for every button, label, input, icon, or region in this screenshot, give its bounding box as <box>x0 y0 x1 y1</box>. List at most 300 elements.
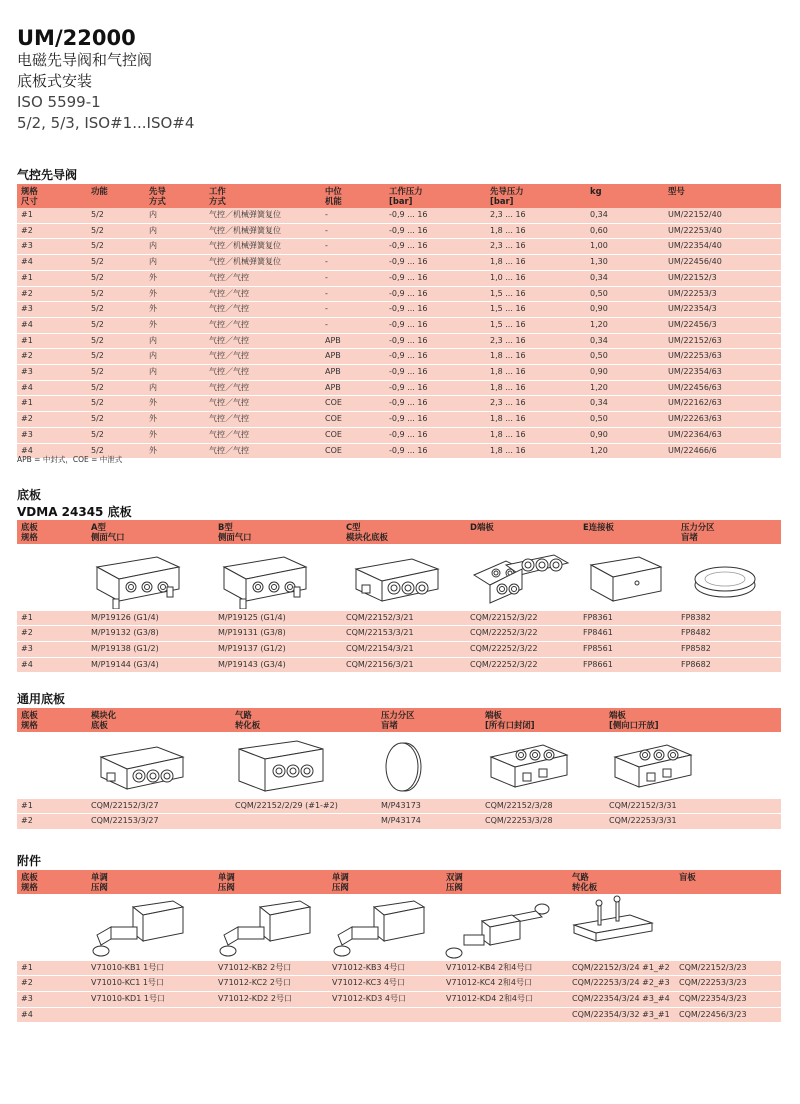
table-cell: M/P19132 (G3/8) <box>87 626 214 642</box>
table-cell: 1,8 ... 16 <box>486 443 586 459</box>
product-illustration <box>214 895 322 959</box>
table-cell: 0,34 <box>586 333 664 349</box>
table-cell: V71012-KB4 2和4号口 <box>442 960 568 976</box>
table-cell: M/P43173 <box>377 798 481 814</box>
col-header <box>377 708 481 732</box>
col-header <box>486 184 586 208</box>
table-cell: 1,5 ... 16 <box>486 302 586 318</box>
table-cell: -0,9 ... 16 <box>385 380 486 396</box>
table-cell: 0,50 <box>586 286 664 302</box>
base-section-title: 底板 <box>17 488 42 502</box>
general-table-body <box>17 732 781 829</box>
table-cell: 5/2 <box>87 443 145 459</box>
col-header-text: 先导压力 <box>490 186 524 196</box>
accessories-table-body <box>17 894 781 1023</box>
accessories-header-row <box>17 870 781 894</box>
table-cell: UM/22162/63 <box>664 396 781 412</box>
table-cell: CQM/22152/3/28 <box>481 798 605 814</box>
table-cell: 2,3 ... 16 <box>486 396 586 412</box>
table-cell: 2,3 ... 16 <box>486 208 586 223</box>
table-cell: 内 <box>145 223 205 239</box>
col-header-text: 底板 <box>91 720 108 730</box>
col-header <box>605 708 781 732</box>
table-cell: M/P19131 (G3/8) <box>214 626 342 642</box>
table-cell: 气控／气控 <box>205 333 321 349</box>
table-cell: #1 <box>17 960 87 976</box>
table-cell: 0,34 <box>586 270 664 286</box>
table-cell: -0,9 ... 16 <box>385 302 486 318</box>
col-header-text: 底板 <box>21 872 38 882</box>
col-header-text: 规格 <box>21 186 38 196</box>
table-cell: #2 <box>17 412 87 428</box>
table-cell: FP8582 <box>677 641 781 657</box>
col-header-text: 盲堵 <box>381 720 398 730</box>
table-cell: - <box>321 208 385 223</box>
table-cell: 外 <box>145 302 205 318</box>
col-header-text: 盲堵 <box>681 532 698 542</box>
col-header-text: 侧面气口 <box>91 532 125 542</box>
table-cell: 气控／气控 <box>205 317 321 333</box>
col-header <box>328 870 442 894</box>
table-cell: UM/22253/63 <box>664 349 781 365</box>
table-cell: FP8482 <box>677 626 781 642</box>
product-illustration <box>87 895 195 959</box>
product-illustration <box>328 895 436 959</box>
table-cell: APB <box>321 365 385 381</box>
table-cell <box>231 814 377 830</box>
table-cell: UM/22456/40 <box>664 255 781 271</box>
col-header-text: B型 <box>218 522 233 532</box>
table-row <box>17 443 781 459</box>
table-row <box>17 270 781 286</box>
table-cell: 1,30 <box>586 255 664 271</box>
col-header <box>17 870 87 894</box>
modular-base-illustration <box>87 732 231 798</box>
table-cell: -0,9 ... 16 <box>385 223 486 239</box>
table-cell: 外 <box>145 396 205 412</box>
col-header <box>586 184 664 208</box>
table-row <box>17 991 781 1007</box>
table-cell: CQM/22156/3/21 <box>342 657 466 673</box>
table-cell: APB <box>321 333 385 349</box>
product-illustration <box>579 545 677 609</box>
table-cell: 2,3 ... 16 <box>486 239 586 255</box>
table-cell: -0,9 ... 16 <box>385 333 486 349</box>
table-cell: 气控／气控 <box>205 443 321 459</box>
table-row <box>17 626 781 642</box>
table-cell: FP8361 <box>579 610 677 626</box>
col-header <box>17 708 87 732</box>
col-header-text: 工作压力 <box>389 186 423 196</box>
table-cell: CQM/22154/3/21 <box>342 641 466 657</box>
table-row <box>17 657 781 673</box>
size-range-line: 5/2, 5/3, ISO#1...ISO#4 <box>17 114 195 132</box>
table-cell: FP8382 <box>677 610 781 626</box>
col-header <box>231 708 377 732</box>
table-cell: 0,90 <box>586 302 664 318</box>
table-cell: FP8461 <box>579 626 677 642</box>
table-cell: COE <box>321 412 385 428</box>
table-cell: - <box>321 286 385 302</box>
table-cell: CQM/22252/3/22 <box>466 657 579 673</box>
table-cell: 5/2 <box>87 427 145 443</box>
table-row <box>17 333 781 349</box>
table-cell: UM/22354/40 <box>664 239 781 255</box>
col-header-text: A型 <box>91 522 106 532</box>
table-cell: UM/22354/63 <box>664 365 781 381</box>
pilot-valve-table <box>17 184 781 459</box>
col-header <box>481 708 605 732</box>
col-header-text: C型 <box>346 522 361 532</box>
accessories-table <box>17 870 781 1023</box>
col-header-text: 端板 <box>609 710 626 720</box>
col-header <box>579 520 677 544</box>
table-cell: #1 <box>17 396 87 412</box>
table-row <box>17 1007 781 1023</box>
product-illustration <box>214 545 322 609</box>
table-cell: CQM/22253/3/23 <box>675 976 781 992</box>
manifold-c-illustration <box>342 544 466 610</box>
col-header <box>677 520 781 544</box>
standard-line: ISO 5599-1 <box>17 93 101 111</box>
end-plate-closed-illustration <box>481 732 605 798</box>
table-cell: 5/2 <box>87 380 145 396</box>
col-header-text: 模块化底板 <box>346 532 388 542</box>
table-cell: 气控／气控 <box>205 365 321 381</box>
table-cell: CQM/22152/2/29 (#1-#2) <box>231 798 377 814</box>
table-cell: 0,60 <box>586 223 664 239</box>
table-cell: 0,34 <box>586 396 664 412</box>
table-cell: FP8682 <box>677 657 781 673</box>
table-cell: 5/2 <box>87 255 145 271</box>
table-cell: 内 <box>145 208 205 223</box>
table-cell: V71012-KB3 4号口 <box>328 960 442 976</box>
col-header-text: [bar] <box>389 196 413 206</box>
adapter-plate-illustration <box>231 732 377 798</box>
subtitle-line-1: 电磁先导阀和气控阀 <box>17 51 153 69</box>
table-cell: #4 <box>17 317 87 333</box>
table-cell: 外 <box>145 270 205 286</box>
product-illustration <box>481 733 589 797</box>
col-header-text: 工作 <box>209 186 226 196</box>
table-cell: 1,5 ... 16 <box>486 286 586 302</box>
table-cell: 气控／气控 <box>205 412 321 428</box>
table-row <box>17 976 781 992</box>
table-cell: 0,50 <box>586 349 664 365</box>
pilot-section-title: 气控先导阀 <box>17 168 78 182</box>
table-cell: 5/2 <box>87 365 145 381</box>
table-cell: 5/2 <box>87 208 145 223</box>
table-cell: CQM/22253/3/31 <box>605 814 781 830</box>
table-cell: V71010-KC1 1号口 <box>87 976 214 992</box>
table-row <box>17 412 781 428</box>
table-row <box>17 208 781 223</box>
product-illustration <box>568 895 675 959</box>
col-header <box>442 870 568 894</box>
accessories-section-title: 附件 <box>17 854 42 868</box>
table-cell: V71012-KC3 4号口 <box>328 976 442 992</box>
illustration-row <box>17 894 781 960</box>
table-cell: #1 <box>17 798 87 814</box>
table-cell: -0,9 ... 16 <box>385 412 486 428</box>
table-cell: 5/2 <box>87 223 145 239</box>
table-row <box>17 427 781 443</box>
illustration-row <box>17 732 781 798</box>
table-cell: 气控／气控 <box>205 396 321 412</box>
table-cell: 气控／气控 <box>205 349 321 365</box>
table-cell: #1 <box>17 610 87 626</box>
col-header-text: 模块化 <box>91 710 117 720</box>
table-cell: #3 <box>17 991 87 1007</box>
table-cell: 外 <box>145 412 205 428</box>
pilot-header-row <box>17 184 781 208</box>
product-illustration <box>677 545 781 609</box>
table-cell: 外 <box>145 317 205 333</box>
col-header <box>17 184 87 208</box>
table-cell: 内 <box>145 333 205 349</box>
table-cell: #3 <box>17 365 87 381</box>
col-header-text: 规格 <box>21 882 38 892</box>
col-header-text: 压阀 <box>332 882 349 892</box>
illustration-row <box>17 544 781 610</box>
table-cell: CQM/22354/3/23 <box>675 991 781 1007</box>
col-header-text: 气路 <box>572 872 589 882</box>
table-cell: M/P19137 (G1/2) <box>214 641 342 657</box>
table-cell: COE <box>321 443 385 459</box>
table-cell: M/P19138 (G1/2) <box>87 641 214 657</box>
table-cell: UM/22152/63 <box>664 333 781 349</box>
table-cell: CQM/22354/3/24 #3_#4 <box>568 991 675 1007</box>
col-header <box>675 870 781 894</box>
col-header <box>466 520 579 544</box>
table-cell: -0,9 ... 16 <box>385 270 486 286</box>
table-cell: V71012-KB2 2号口 <box>214 960 328 976</box>
table-cell: 1,0 ... 16 <box>486 270 586 286</box>
table-cell: CQM/22153/3/27 <box>87 814 231 830</box>
table-cell: M/P43174 <box>377 814 481 830</box>
table-cell: 气控／机械弹簧复位 <box>205 255 321 271</box>
table-cell: UM/22263/63 <box>664 412 781 428</box>
col-header-text: 底板 <box>21 522 38 532</box>
col-header-text: 盲板 <box>679 872 696 882</box>
table-cell: #1 <box>17 333 87 349</box>
col-header <box>321 184 385 208</box>
table-cell: #2 <box>17 976 87 992</box>
table-cell: 外 <box>145 286 205 302</box>
table-cell: - <box>321 270 385 286</box>
col-header-text: [bar] <box>490 196 514 206</box>
col-header-text: [侧向口开放] <box>609 720 659 730</box>
table-cell: #3 <box>17 239 87 255</box>
table-cell: CQM/22253/3/28 <box>481 814 605 830</box>
table-cell: - <box>321 317 385 333</box>
col-header-text: 方式 <box>209 196 226 206</box>
table-cell: 气控／气控 <box>205 270 321 286</box>
table-cell: #4 <box>17 255 87 271</box>
table-cell: #4 <box>17 380 87 396</box>
table-cell: #4 <box>17 443 87 459</box>
table-row <box>17 239 781 255</box>
table-cell: CQM/22253/3/24 #2_#3 <box>568 976 675 992</box>
table-row <box>17 365 781 381</box>
table-cell: -0,9 ... 16 <box>385 427 486 443</box>
table-cell: -0,9 ... 16 <box>385 317 486 333</box>
col-header <box>87 184 145 208</box>
table-cell: FP8561 <box>579 641 677 657</box>
col-header <box>145 184 205 208</box>
table-cell: 5/2 <box>87 286 145 302</box>
table-row <box>17 302 781 318</box>
dual-pressure-regulator-illustration <box>442 894 568 960</box>
col-header-text: 压力分区 <box>681 522 715 532</box>
connection-plate-illustration <box>579 544 677 610</box>
table-cell: 内 <box>145 365 205 381</box>
col-header-text: 侧面气口 <box>218 532 252 542</box>
table-cell: UM/22253/3 <box>664 286 781 302</box>
table-cell: APB <box>321 349 385 365</box>
table-cell: #2 <box>17 286 87 302</box>
adapter-plate-illustration <box>568 894 675 960</box>
table-cell: 外 <box>145 427 205 443</box>
table-cell: M/P19125 (G1/4) <box>214 610 342 626</box>
col-header-text: 单调 <box>332 872 349 882</box>
table-cell: 0,90 <box>586 365 664 381</box>
col-header-text: 转化板 <box>235 720 261 730</box>
table-cell: #3 <box>17 641 87 657</box>
table-cell: CQM/22456/3/23 <box>675 1007 781 1023</box>
col-header-text: 中位 <box>325 186 342 196</box>
col-header <box>205 184 321 208</box>
table-cell: 1,20 <box>586 380 664 396</box>
table-row <box>17 798 781 814</box>
product-illustration <box>605 733 713 797</box>
table-cell: 1,5 ... 16 <box>486 317 586 333</box>
table-cell: FP8661 <box>579 657 677 673</box>
table-cell: CQM/22354/3/32 #3_#1 <box>568 1007 675 1023</box>
table-cell: UM/22456/3 <box>664 317 781 333</box>
product-illustration <box>466 545 574 609</box>
col-header-text: 双调 <box>446 872 463 882</box>
base-plate-table <box>17 520 781 673</box>
table-cell: V71010-KD1 1号口 <box>87 991 214 1007</box>
col-header-text: 底板 <box>21 710 38 720</box>
table-cell: 5/2 <box>87 317 145 333</box>
table-cell: #1 <box>17 208 87 223</box>
table-cell: 1,8 ... 16 <box>486 223 586 239</box>
manifold-a-illustration <box>87 544 214 610</box>
table-cell: UM/22152/40 <box>664 208 781 223</box>
blanking-disc-illustration <box>677 544 781 610</box>
table-cell: UM/22354/3 <box>664 302 781 318</box>
col-header <box>214 870 328 894</box>
table-cell: 1,8 ... 16 <box>486 380 586 396</box>
table-cell: 2,3 ... 16 <box>486 333 586 349</box>
end-plate-illustration <box>466 544 579 610</box>
col-header <box>87 520 214 544</box>
table-cell: #4 <box>17 1007 87 1023</box>
table-cell: V71012-KC2 2号口 <box>214 976 328 992</box>
table-cell: CQM/22152/3/22 <box>466 610 579 626</box>
col-header-text: 机能 <box>325 196 342 206</box>
product-illustration <box>87 733 195 797</box>
col-header-text: 转化板 <box>572 882 598 892</box>
table-cell: UM/22152/3 <box>664 270 781 286</box>
table-cell: 外 <box>145 443 205 459</box>
table-cell: V71010-KB1 1号口 <box>87 960 214 976</box>
pressure-regulator-2-illustration <box>214 894 328 960</box>
table-cell: 内 <box>145 380 205 396</box>
table-cell: UM/22456/63 <box>664 380 781 396</box>
table-cell: UM/22466/6 <box>664 443 781 459</box>
table-cell: 内 <box>145 239 205 255</box>
table-cell: 1,8 ... 16 <box>486 427 586 443</box>
table-cell: 0,34 <box>586 208 664 223</box>
table-cell: M/P19144 (G3/4) <box>87 657 214 673</box>
table-cell: #2 <box>17 223 87 239</box>
table-cell <box>87 1007 214 1023</box>
table-cell: 5/2 <box>87 270 145 286</box>
table-cell: -0,9 ... 16 <box>385 349 486 365</box>
table-cell: 5/2 <box>87 349 145 365</box>
table-row <box>17 380 781 396</box>
product-illustration <box>231 733 339 797</box>
table-cell: #2 <box>17 626 87 642</box>
table-cell: COE <box>321 427 385 443</box>
table-footnote: APB = 中封式，COE = 中泄式 <box>17 455 123 464</box>
col-header <box>17 520 87 544</box>
table-cell: 1,00 <box>586 239 664 255</box>
table-cell: 5/2 <box>87 396 145 412</box>
table-cell: 0,50 <box>586 412 664 428</box>
table-row <box>17 396 781 412</box>
table-cell: 气控／机械弹簧复位 <box>205 223 321 239</box>
pressure-regulator-3-illustration <box>328 894 442 960</box>
document-header <box>17 26 194 134</box>
table-cell: 内 <box>145 255 205 271</box>
table-cell: -0,9 ... 16 <box>385 239 486 255</box>
col-header-text: 单调 <box>218 872 235 882</box>
product-illustration <box>377 733 481 797</box>
table-cell <box>214 1007 328 1023</box>
col-header-text: 型号 <box>668 186 685 196</box>
col-header-text: 压阀 <box>218 882 235 892</box>
col-header <box>87 870 214 894</box>
col-header-text: 气路 <box>235 710 252 720</box>
table-cell: M/P19143 (G3/4) <box>214 657 342 673</box>
table-cell <box>328 1007 442 1023</box>
base-header-row <box>17 520 781 544</box>
document-title: UM/22000 <box>17 26 136 50</box>
table-row <box>17 317 781 333</box>
table-cell: 气控／气控 <box>205 380 321 396</box>
col-header-text: 端板 <box>485 710 502 720</box>
general-header-row <box>17 708 781 732</box>
table-cell: 1,8 ... 16 <box>486 365 586 381</box>
table-cell: #1 <box>17 270 87 286</box>
table-cell: UM/22364/63 <box>664 427 781 443</box>
table-cell: CQM/22152/3/27 <box>87 798 231 814</box>
table-cell: 气控／机械弹簧复位 <box>205 239 321 255</box>
table-cell: - <box>321 239 385 255</box>
col-header <box>385 184 486 208</box>
table-cell: 气控／机械弹簧复位 <box>205 208 321 223</box>
table-cell: - <box>321 223 385 239</box>
col-header-text: 压阀 <box>446 882 463 892</box>
table-cell: #2 <box>17 814 87 830</box>
col-header <box>214 520 342 544</box>
col-header <box>568 870 675 894</box>
table-cell: -0,9 ... 16 <box>385 396 486 412</box>
